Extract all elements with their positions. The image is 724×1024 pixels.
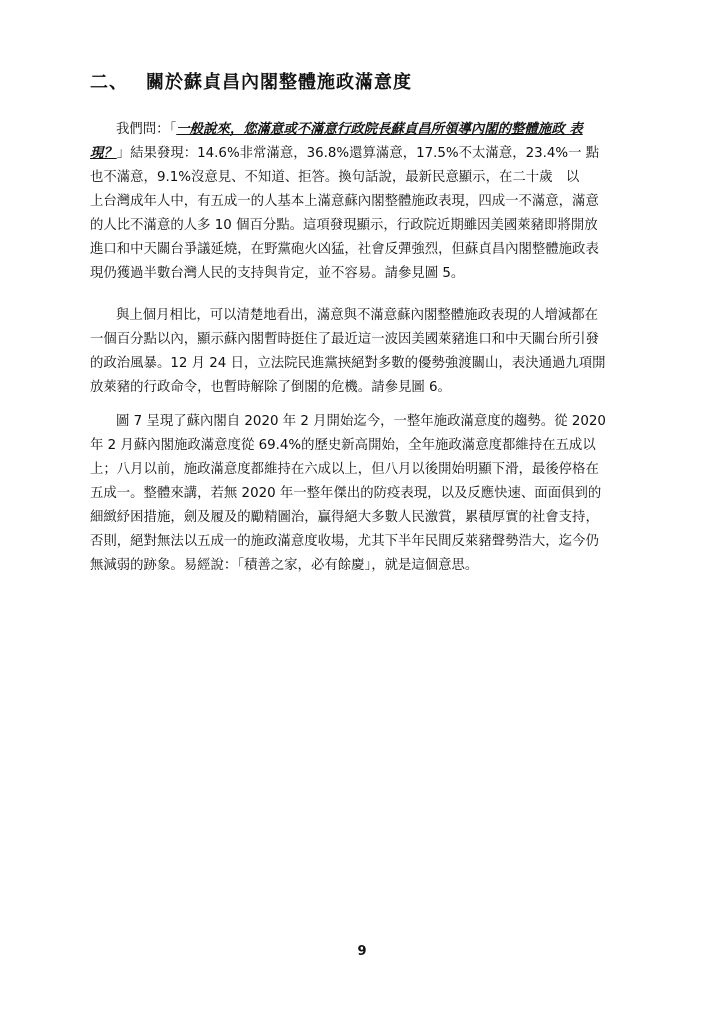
line-text: 我們問：「 xyxy=(116,122,177,137)
paragraph-2 xyxy=(90,304,638,400)
paragraph-line: 上；八月以前，施政滿意度都維持在六成以上，但八月以後開始明顯下滑，最後停格在 xyxy=(90,462,599,477)
paragraph-line: 現仍獲過半數台灣人民的支持與肯定，並不容易。請參見圖 5。 xyxy=(90,266,465,281)
paragraph-line: 進口和中天關台爭議延燒，在野黨砲火凶猛，社會反彈強烈，但蘇貞昌內閣整體施政表 xyxy=(90,242,599,257)
paragraph-1 xyxy=(90,118,638,286)
survey-question: 一般說來，您滿意或不滿意行政院長蘇貞昌所領導內閣的整體施政 表 xyxy=(176,122,583,137)
paragraph-line: 放萊豬的行政命令，也暫時解除了倒閣的危機。請參見圖 6。 xyxy=(90,380,451,395)
paragraph-line: 上台灣成年人中，有五成一的人基本上滿意蘇內閣整體施政表現，四成一不滿意，滿意 xyxy=(90,194,599,209)
paragraph-line: 細緻紓困措施，劍及履及的勵精圖治，贏得絕大多數人民激賞，累積厚實的社會支持， xyxy=(90,510,599,525)
paragraph-line: 一個百分點以內，顯示蘇內閣暫時挺住了最近這一波因美國萊豬進口和中天關台所引發 xyxy=(90,332,599,347)
page-number: 9 xyxy=(357,944,367,959)
paragraph-line: 的人比不滿意的人多 10 個百分點。這項發現顯示，行政院近期雖因美國萊豬即將開放 xyxy=(90,218,598,233)
paragraph-line: 也不滿意，9.1%沒意見、不知道、拒答。換句話說，最新民意顯示，在二十歲 以 xyxy=(90,170,580,185)
paragraph-line: 圖 7 呈現了蘇內閣自 2020 年 2 月開始迄今，一整年施政滿意度的趨勢。從 2020 xyxy=(116,414,606,429)
line-text: 」結果發現：14.6%非常滿意，36.8%還算滿意，17.5%不太滿意，23.4%一 點 xyxy=(116,146,600,161)
paragraph-line xyxy=(90,118,638,142)
paragraph-line: 五成一。整體來講，若無 2020 年一整年傑出的防疫表現，以及反應快速、面面俱到的 xyxy=(90,486,602,501)
paragraph-line: 否則，絕對無法以五成一的施政滿意度收場，尤其下半年民間反萊豬聲勢浩大，迄今仍 xyxy=(90,534,599,549)
paragraph-3 xyxy=(90,410,638,578)
section-number: 二、 xyxy=(90,72,128,93)
paragraph-line xyxy=(90,142,638,166)
paragraph-line: 無減弱的跡象。易經說：「積善之家，必有餘慶」，就是這個意思。 xyxy=(90,558,479,573)
paragraph-line: 年 2 月蘇內閣施政滿意度從 69.4%的歷史新高開始，全年施政滿意度都維持在五成以 xyxy=(90,438,596,453)
section-heading xyxy=(90,68,412,94)
paragraph-line: 與上個月相比，可以清楚地看出，滿意與不滿意蘇內閣整體施政表現的人增減都在 xyxy=(116,308,599,323)
section-title: 關於蘇貞昌內閣整體施政滿意度 xyxy=(146,72,412,93)
survey-question: 現？ xyxy=(90,146,117,161)
paragraph-line: 的政治風暴。12 月 24 日，立法院民進黨挾絕對多數的優勢強渡關山，表決通過九項開 xyxy=(90,356,606,371)
